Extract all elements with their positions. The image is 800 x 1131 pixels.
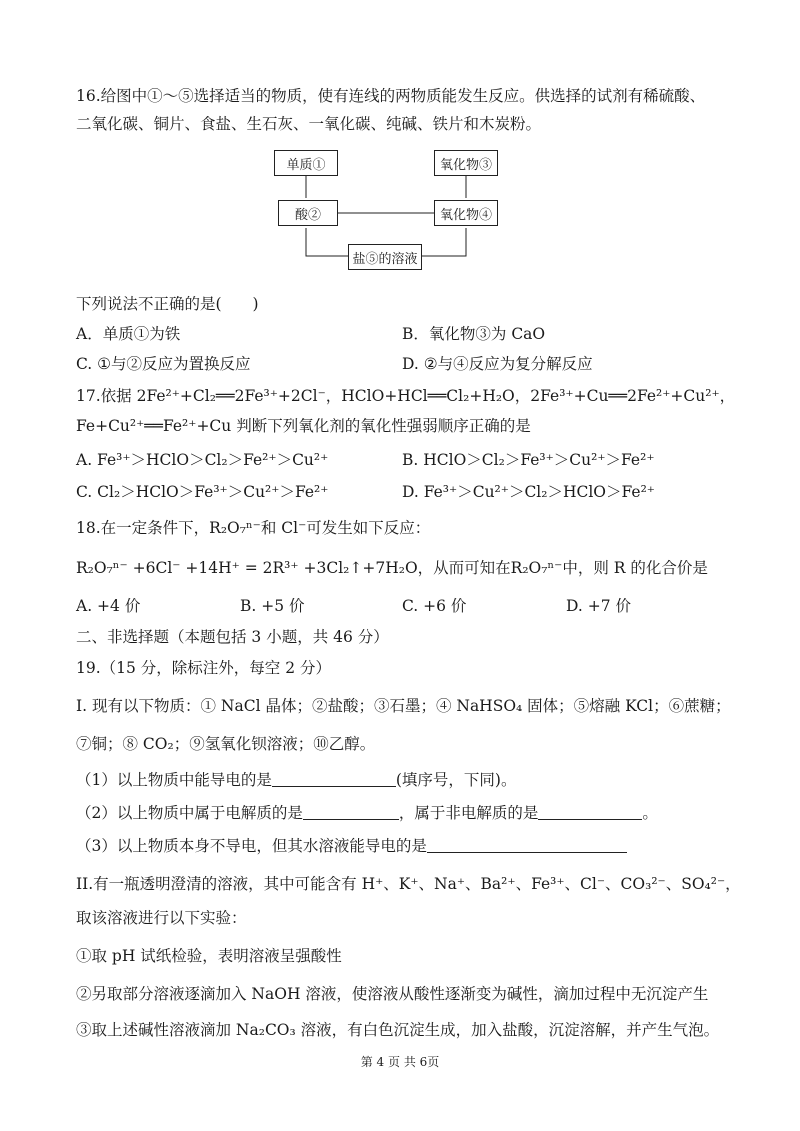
q19-experiment-2: ②另取部分溶液逐滴加入 NaOH 溶液，使溶液从酸性逐渐变为碱性，滴加过程中无沉淀产生 xyxy=(76,985,709,1003)
q16-option-a: A．单质①为铁 xyxy=(76,325,181,343)
q18-line2: R₂O₇ⁿ⁻ +6Cl⁻ +14H⁺ = 2R³⁺ +3Cl₂↑+7H₂O，从而可知在R₂O₇ⁿ⁻中，则 R 的化合价是 xyxy=(76,559,708,577)
answer-blank-3[interactable] xyxy=(538,803,642,820)
q16-option-c: C. ①与②反应为置换反应 xyxy=(76,355,251,373)
q18-option-d: D. +7 价 xyxy=(566,597,632,615)
q19-experiment-3: ③取上述碱性溶液滴加 Na₂CO₃ 溶液，有白色沉淀生成，加入盐酸，沉淀溶解，并产生气泡。 xyxy=(76,1021,720,1039)
q19-part2-line1: II.有一瓶透明澄清的溶液，其中可能含有 H⁺、K⁺、Na⁺、Ba²⁺、Fe³⁺、Cl⁻、CO₃²⁻、SO₄²⁻， xyxy=(76,875,741,893)
q16-line1: 16.给图中①～⑤选择适当的物质，使有连线的两物质能发生反应。供选择的试剂有稀硫酸、 xyxy=(76,87,706,105)
q18-option-b: B. +5 价 xyxy=(240,597,305,615)
q16-line2: 二氧化碳、铜片、食盐、生石灰、一氧化碳、纯碱、铁片和木炭粉。 xyxy=(76,115,542,133)
q17-option-c: C. Cl₂＞HClO＞Fe³⁺＞Cu²⁺＞Fe²⁺ xyxy=(76,483,329,501)
q19-sub2-text: （2）以上物质中属于电解质的是 xyxy=(76,804,303,822)
q19-heading: 19.（15 分，除标注外，每空 2 分） xyxy=(76,659,332,677)
q19-sub3 xyxy=(76,836,627,856)
answer-blank-1[interactable] xyxy=(272,770,396,787)
q16-option-b: B．氧化物③为 CaO xyxy=(402,325,546,343)
q18-option-a: A. +4 价 xyxy=(76,597,141,615)
q16-question: 下列说法不正确的是( ) xyxy=(76,295,259,313)
reaction-diagram xyxy=(274,146,504,276)
q19-sub2-tail: 。 xyxy=(642,804,658,822)
q19-sub1-tail: (填序号，下同)。 xyxy=(395,771,517,789)
box-element-1: 单质① xyxy=(274,150,338,176)
q19-sub2-mid: ，属于非电解质的是 xyxy=(398,804,539,822)
box-oxide-4: 氧化物④ xyxy=(434,200,498,226)
q17-option-b: B. HClO＞Cl₂＞Fe³⁺＞Cu²⁺＞Fe²⁺ xyxy=(402,451,655,469)
section-2-heading: 二、非选择题（本题包括 3 小题，共 46 分） xyxy=(76,628,389,646)
q19-part1-line2: ⑦铜；⑧ CO₂；⑨氢氧化钡溶液；⑩乙醇。 xyxy=(76,735,376,753)
q19-sub1 xyxy=(76,770,516,790)
answer-blank-2[interactable] xyxy=(303,803,399,820)
page-footer: 第 4 页 共 6页 xyxy=(360,1055,440,1069)
q17-line2: Fe+Cu²⁺══Fe²⁺+Cu 判断下列氧化剂的氧化性强弱顺序正确的是 xyxy=(76,417,531,435)
box-salt-5: 盐⑤的溶液 xyxy=(348,244,422,270)
box-acid-2: 酸② xyxy=(278,200,338,226)
q16-option-d: D. ②与④反应为复分解反应 xyxy=(402,355,593,373)
q18-option-c: C. +6 价 xyxy=(402,597,467,615)
q19-part2-line2: 取该溶液进行以下实验： xyxy=(76,909,247,927)
q17-line1: 17.依据 2Fe²⁺+Cl₂══2Fe³⁺+2Cl⁻，HClO+HCl══Cl₂+H₂O，2Fe³⁺+Cu══2Fe²⁺+Cu²⁺， xyxy=(76,387,736,405)
q19-experiment-1: ①取 pH 试纸检验，表明溶液呈强酸性 xyxy=(76,947,342,965)
answer-blank-4[interactable] xyxy=(427,836,627,853)
q19-sub1-text: （1）以上物质中能导电的是 xyxy=(76,771,272,789)
box-oxide-3: 氧化物③ xyxy=(434,150,498,176)
q18-line1: 18.在一定条件下，R₂O₇ⁿ⁻和 Cl⁻可发生如下反应： xyxy=(76,519,431,537)
q19-sub2 xyxy=(76,803,658,823)
q19-part1-line1: I. 现有以下物质：① NaCl 晶体；②盐酸；③石墨；④ NaHSO₄ 固体；⑤熔融 KCl；⑥蔗糖； xyxy=(76,697,731,715)
q17-option-a: A. Fe³⁺＞HClO＞Cl₂＞Fe²⁺＞Cu²⁺ xyxy=(76,451,329,469)
q19-sub3-text: （3）以上物质本身不导电，但其水溶液能导电的是 xyxy=(76,837,427,855)
q17-option-d: D. Fe³⁺＞Cu²⁺＞Cl₂＞HClO＞Fe²⁺ xyxy=(402,483,655,501)
